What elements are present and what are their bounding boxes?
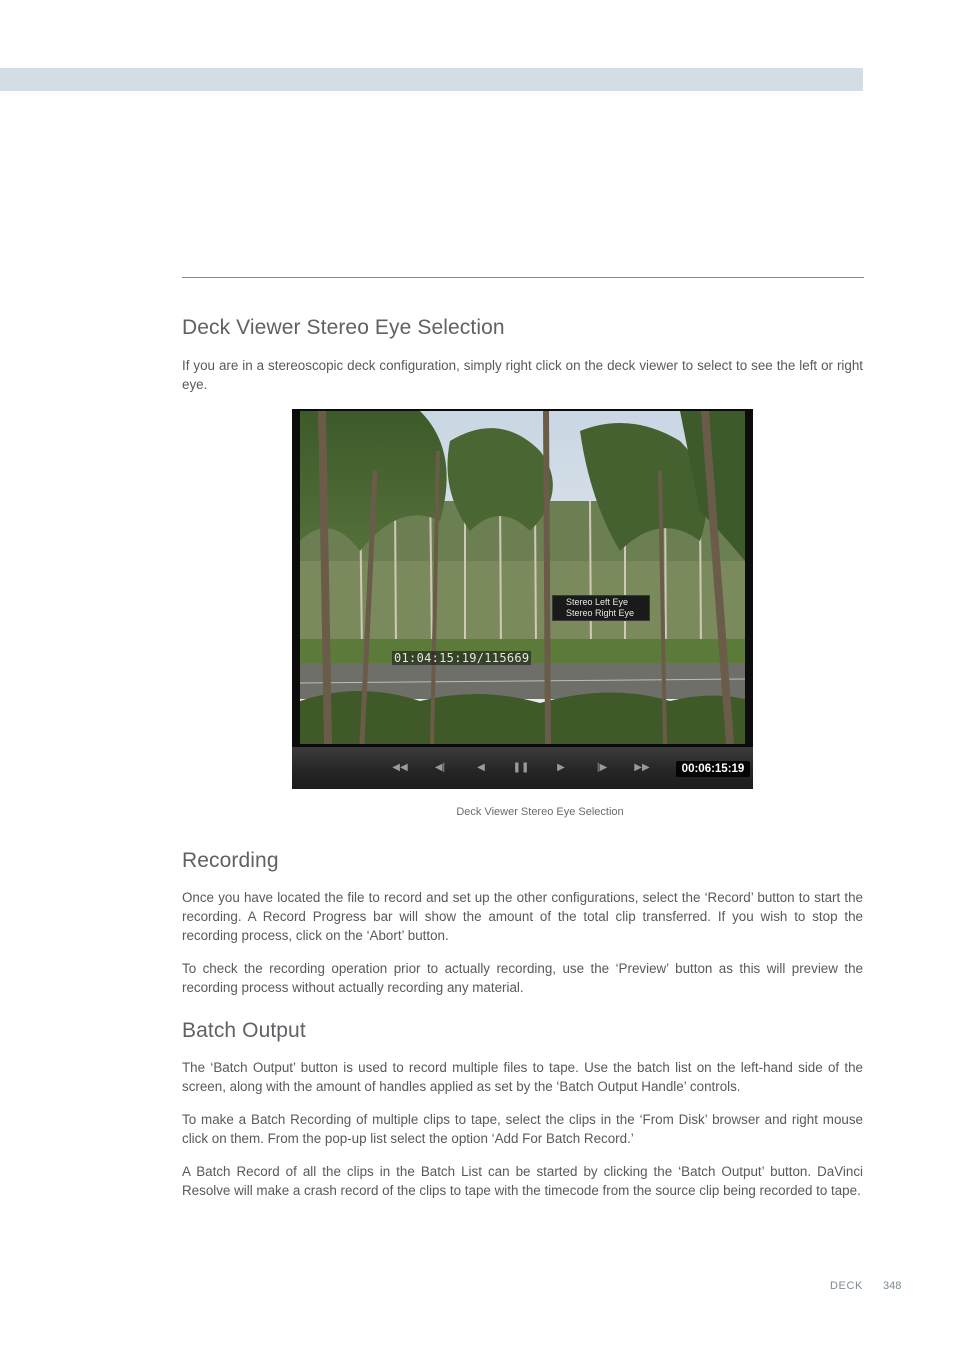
menu-item-stereo-right-eye[interactable]: Stereo Right Eye	[566, 608, 635, 618]
stereo-eye-context-menu[interactable]	[552, 595, 650, 621]
footer-section-label: DECK	[830, 1280, 863, 1292]
timecode-display: 00:06:15:19	[676, 761, 750, 777]
page-number: 348	[883, 1280, 902, 1292]
paragraph-batch-1: The ‘Batch Output’ button is used to record multiple files to tape. Use the batch list on the left-hand side of the screen, along with the amount of handles applied as set by the ‘Batch Output Handle’ controls.	[182, 1060, 863, 1094]
figure-caption: Deck Viewer Stereo Eye Selection	[456, 806, 624, 818]
paragraph-recording-1: Once you have located the file to record and set up the other configurations, select the ‘Record’ button to start the recording. A Record Progress bar will show the amount of the total clip transferred. If you wish to stop the recording process, click on the ‘Abort’ button.	[182, 890, 863, 943]
heading-batch-output: Batch Output	[182, 1019, 306, 1042]
viewer-frame-image	[300, 411, 745, 744]
header-rule	[182, 277, 864, 278]
paragraph-batch-2: To make a Batch Recording of multiple clips to tape, select the clips in the ‘From Disk’ browser and right mouse click on them. From the pop-up list select the option ‘Add For Batch Record.’	[182, 1112, 863, 1146]
paragraph-recording-2: To check the recording operation prior to actually recording, use the ‘Preview’ button as this will preview the recording process without actually recording any material.	[182, 961, 863, 995]
heading-recording: Recording	[182, 849, 279, 872]
play-icon[interactable]: ▶	[557, 762, 565, 773]
pause-icon[interactable]: ❚❚	[512, 762, 530, 773]
paragraph-stereo: If you are in a stereoscopic deck configuration, simply right click on the deck viewer to select to see the left or right eye.	[182, 358, 863, 392]
deck-viewer[interactable]	[292, 409, 753, 789]
menu-item-stereo-left-eye[interactable]: Stereo Left Eye	[566, 597, 629, 607]
step-back-icon[interactable]: ◀|	[434, 762, 446, 773]
burn-in-timecode: 01:04:15:19/115669	[394, 651, 530, 665]
play-reverse-icon[interactable]: ◀	[477, 762, 485, 773]
heading-deck-viewer-stereo: Deck Viewer Stereo Eye Selection	[182, 316, 505, 339]
rewind-icon[interactable]: ◀◀	[392, 762, 408, 773]
step-forward-icon[interactable]: |▶	[596, 762, 608, 773]
header-band	[0, 68, 863, 91]
fast-forward-icon[interactable]: ▶▶	[634, 762, 650, 773]
paragraph-batch-3: A Batch Record of all the clips in the Batch List can be started by clicking the ‘Batch Output’ button. DaVinci Resolve will make a crash record of the clips to tape with the timecode from the source clip being recorded to tape.	[182, 1164, 863, 1198]
transport-bar	[292, 747, 753, 789]
